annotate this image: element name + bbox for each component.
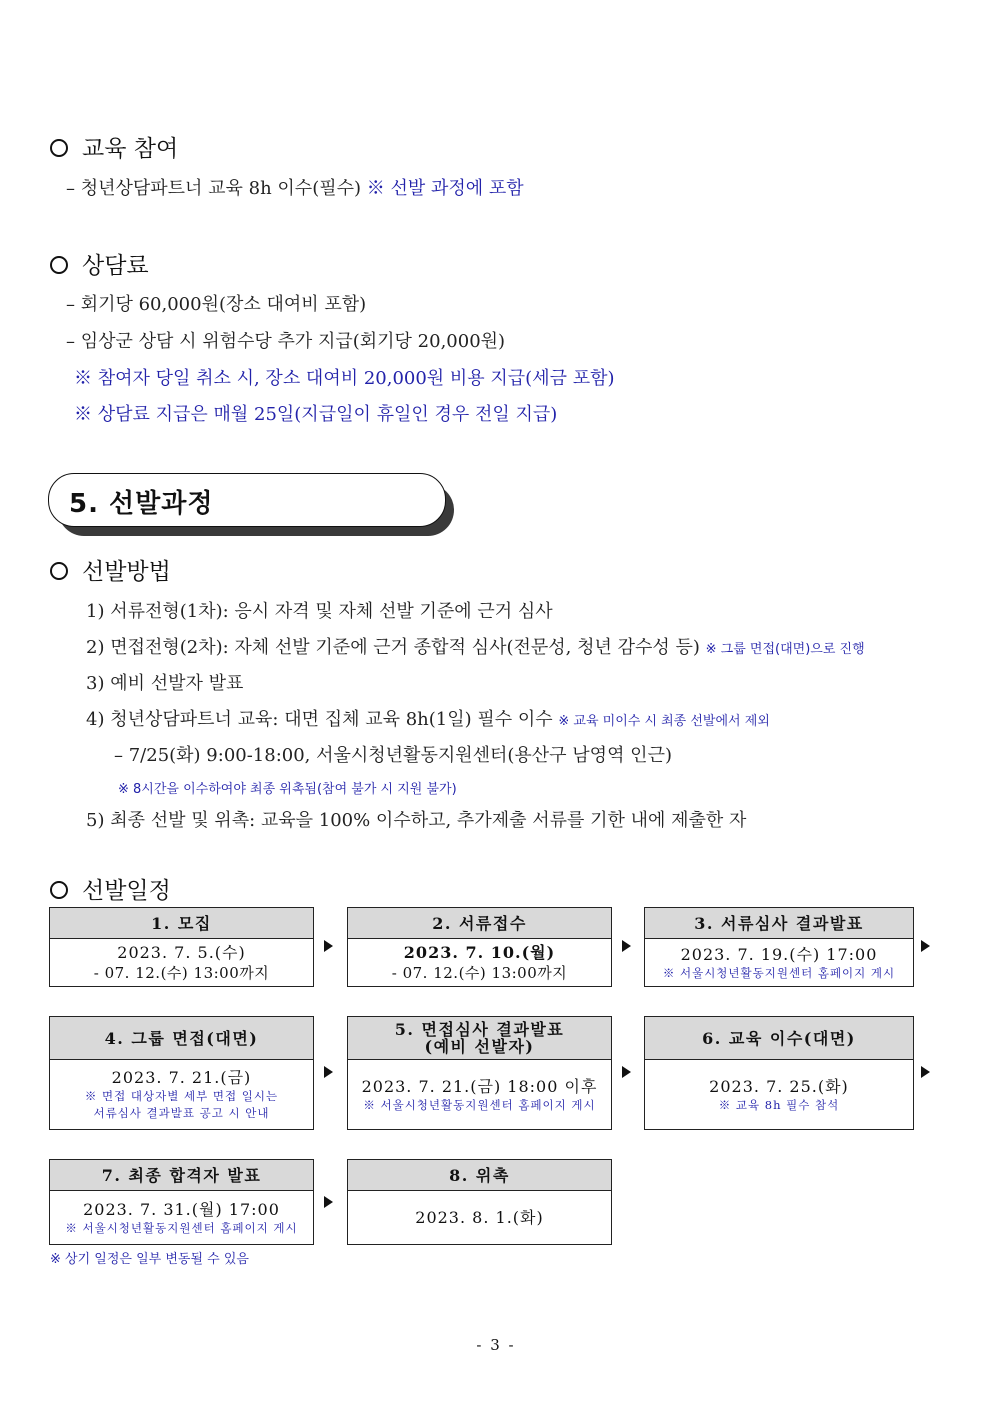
step-date-end: - 07. 12.(수) 13:00까지 bbox=[391, 964, 568, 982]
fee-note-2: ※ 상담료 지급은 매월 25일(지급일이 휴일인 경우 전일 지급) bbox=[74, 404, 558, 425]
method-item-3: 3) 예비 선발자 발표 bbox=[86, 673, 244, 694]
step-title: 8. 위촉 bbox=[348, 1160, 611, 1191]
schedule-step-2 bbox=[347, 907, 612, 987]
circle-bullet-icon bbox=[50, 256, 68, 274]
fee-line-1: – 회기당 60,000원(장소 대여비 포함) bbox=[66, 294, 367, 315]
schedule-footnote: ※ 상기 일정은 일부 변동될 수 있음 bbox=[50, 1252, 249, 1267]
step-date: 2023. 7. 5.(수) bbox=[117, 943, 246, 962]
schedule-step-3 bbox=[644, 907, 914, 987]
step-title: 5. 면접심사 결과발표 (예비 선발자) bbox=[348, 1017, 611, 1060]
method-item-1: 1) 서류전형(1차): 응시 자격 및 자체 선발 기준에 근거 심사 bbox=[86, 601, 553, 622]
schedule-step-4 bbox=[49, 1016, 314, 1130]
page-number: - 3 - bbox=[476, 1336, 516, 1354]
method-item-4-subnote: ※ 8시간을 이수하여야 최종 위촉됨(참여 불가 시 지원 불가) bbox=[118, 782, 457, 797]
step-date: 2023. 7. 19.(수) 17:00 bbox=[680, 944, 878, 964]
step-note: ※ 서울시청년활동지원센터 홈페이지 게시 bbox=[662, 965, 896, 980]
section-heading-method: 선발방법 bbox=[50, 553, 171, 586]
schedule-step-7 bbox=[49, 1159, 314, 1245]
education-note: ※ 선발 과정에 포함 bbox=[366, 178, 524, 199]
fee-line-2: – 임상군 상담 시 위험수당 추가 지급(회기당 20,000원) bbox=[66, 331, 506, 352]
step-date: 2023. 7. 25.(화) bbox=[709, 1076, 849, 1096]
fee-note-1: ※ 참여자 당일 취소 시, 장소 대여비 20,000원 비용 지급(세금 포함) bbox=[74, 368, 615, 389]
method-item-4: 4) 청년상담파트너 교육: 대면 집체 교육 8h(1일) 필수 이수 ※ 교육 미이수 시 최종 선발에서 제외 bbox=[86, 709, 770, 730]
step-title: 1. 모집 bbox=[50, 908, 313, 939]
section-title-box bbox=[48, 473, 446, 527]
step-note: ※ 서울시청년활동지원센터 홈페이지 게시 bbox=[363, 1097, 596, 1112]
arrow-right-icon bbox=[324, 1196, 333, 1208]
step-title: 6. 교육 이수(대면) bbox=[645, 1017, 913, 1060]
step-date-end: - 07. 12.(수) 13:00까지 bbox=[93, 964, 270, 982]
step-date: 2023. 8. 1.(화) bbox=[415, 1208, 544, 1227]
circle-bullet-icon bbox=[50, 139, 68, 157]
schedule-step-1 bbox=[49, 907, 314, 987]
section-title: 5. 선발과정 bbox=[69, 489, 214, 519]
method-item-4-note: ※ 교육 미이수 시 최종 선발에서 제외 bbox=[558, 714, 770, 729]
step-note-2: 서류심사 결과발표 공고 시 안내 bbox=[93, 1106, 270, 1120]
step-date: 2023. 7. 10.(월) bbox=[403, 943, 556, 962]
step-note: ※ 서울시청년활동지원센터 홈페이지 게시 bbox=[65, 1220, 298, 1235]
method-item-5: 5) 최종 선발 및 위촉: 교육을 100% 이수하고, 추가제출 서류를 기한 내에 제출한 자 bbox=[86, 810, 747, 831]
schedule-step-6 bbox=[644, 1016, 914, 1130]
schedule-step-5 bbox=[347, 1016, 612, 1130]
section-heading-fee: 상담료 bbox=[50, 247, 149, 280]
circle-bullet-icon bbox=[50, 881, 68, 899]
step-date: 2023. 7. 21.(금) bbox=[111, 1068, 252, 1087]
method-item-4-sub: – 7/25(화) 9:00-18:00, 서울시청년활동지원센터(용산구 남영역 인근) bbox=[114, 745, 672, 766]
step-title: 7. 최종 합격자 발표 bbox=[50, 1160, 313, 1191]
schedule-step-8 bbox=[347, 1159, 612, 1245]
step-note: ※ 면접 대상자별 세부 면접 일시는 bbox=[84, 1089, 279, 1103]
section-heading-education: 교육 참여 bbox=[50, 130, 178, 163]
arrow-right-icon bbox=[324, 1066, 333, 1078]
arrow-right-icon bbox=[324, 940, 333, 952]
method-item-2-note: ※ 그룹 면접(대면)으로 진행 bbox=[705, 642, 865, 657]
step-date: 2023. 7. 21.(금) 18:00 이후 bbox=[361, 1076, 598, 1096]
step-title: 3. 서류심사 결과발표 bbox=[645, 908, 913, 939]
education-line: – 청년상담파트너 교육 8h 이수(필수) ※ 선발 과정에 포함 bbox=[66, 178, 524, 199]
arrow-right-icon bbox=[921, 940, 930, 952]
arrow-right-icon bbox=[921, 1066, 930, 1078]
step-title: 2. 서류접수 bbox=[348, 908, 611, 939]
step-title: 4. 그룹 면접(대면) bbox=[50, 1017, 313, 1060]
arrow-right-icon bbox=[622, 940, 631, 952]
method-item-2: 2) 면접전형(2차): 자체 선발 기준에 근거 종합적 심사(전문성, 청년 감수성 등) ※ 그룹 면접(대면)으로 진행 bbox=[86, 637, 865, 658]
step-date: 2023. 7. 31.(월) 17:00 bbox=[83, 1199, 280, 1219]
circle-bullet-icon bbox=[50, 562, 68, 580]
arrow-right-icon bbox=[622, 1066, 631, 1078]
step-note: ※ 교육 8h 필수 참석 bbox=[718, 1097, 840, 1112]
section-heading-schedule: 선발일정 bbox=[50, 872, 171, 905]
